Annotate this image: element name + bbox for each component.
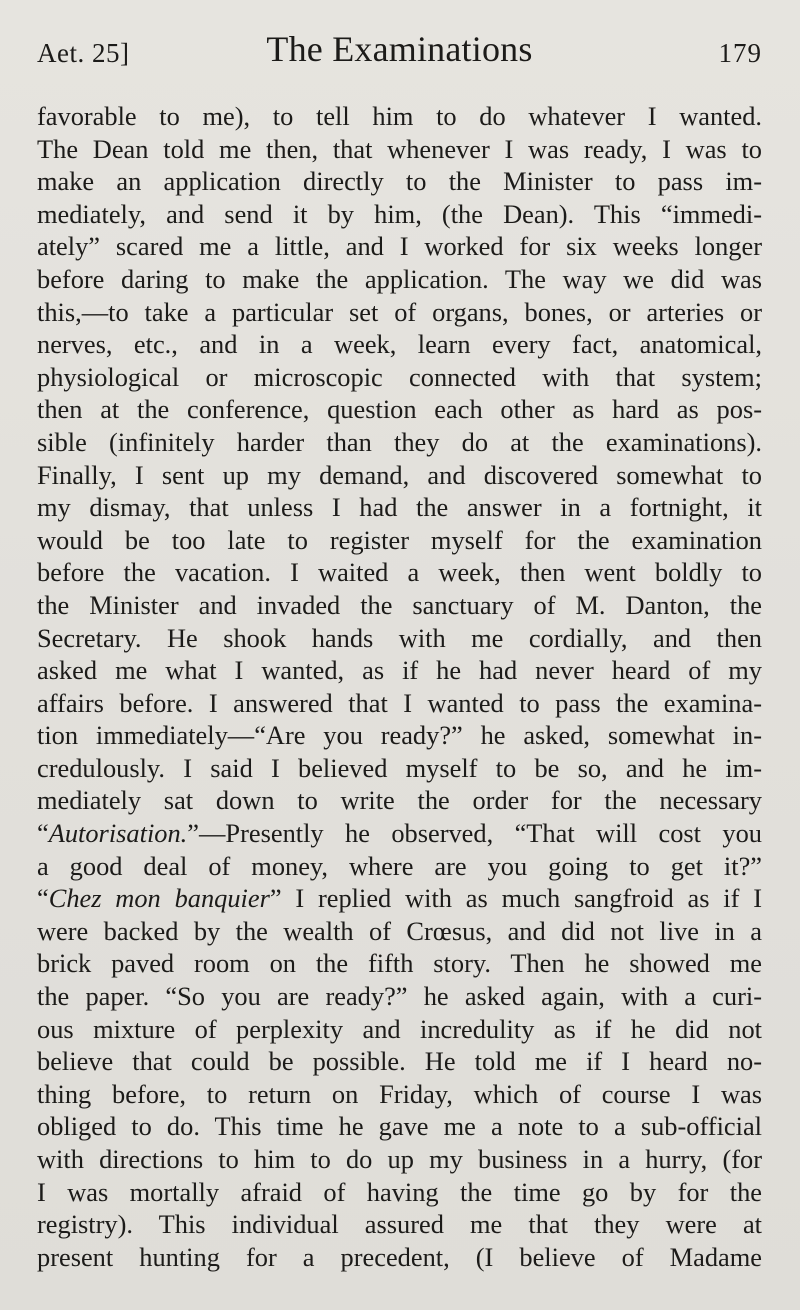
text-line: then at the conference, question each other as hard as pos- — [37, 394, 762, 425]
text-line: my dismay, that unless I had the answer in a fortnight, it — [37, 492, 762, 523]
text-line: registry). This individual assured me that they were at — [37, 1209, 762, 1240]
text-line: the Minister and invaded the sanctuary of M. Danton, the — [37, 589, 762, 620]
text-line: The Dean told me then, that whenever I was ready, I was to — [37, 133, 762, 164]
text-line: would be too late to register myself for the examination — [37, 524, 762, 555]
page-number: 179 — [718, 38, 762, 68]
italic-phrase: Chez mon banquier — [48, 883, 270, 914]
body-text — [37, 100, 762, 1273]
italic-phrase: Autorisation. — [48, 818, 188, 849]
text-line: believe that could be possible. He told me if I heard no- — [37, 1046, 762, 1077]
running-head-left: Aet. 25] — [37, 38, 130, 68]
text-line: ous mixture of perplexity and incredulity as if he did not — [37, 1013, 762, 1044]
text-line: physiological or microscopic connected with that system; — [37, 361, 762, 392]
text-segment: ”—Presently he observed, “That will cost you — [187, 818, 762, 849]
text-line: credulously. I said I believed myself to be so, and he im- — [37, 752, 762, 783]
text-line — [37, 882, 762, 915]
text-line: thing before, to return on Friday, which of course I was — [37, 1078, 762, 1109]
text-line: with directions to him to do up my business in a hurry, (for — [37, 1144, 762, 1174]
text-line: nerves, etc., and in a week, learn every fact, anatomical, — [37, 329, 762, 360]
text-segment: “ — [37, 818, 49, 849]
text-line: ately” scared me a little, and I worked for six weeks longer — [37, 231, 762, 262]
text-line: asked me what I wanted, as if he had never heard of my — [37, 655, 762, 686]
text-line: were backed by the wealth of Crœsus, and did not live in a — [37, 915, 762, 946]
text-line: sible (infinitely harder than they do at the examinations). — [37, 426, 762, 457]
text-line: a good deal of money, where are you going to get it?” — [37, 850, 762, 881]
text-line — [37, 817, 762, 850]
text-line: mediately sat down to write the order for the necessary — [37, 785, 762, 816]
text-line: Finally, I sent up my demand, and discovered somewhat to — [37, 459, 762, 490]
text-line: favorable to me), to tell him to do whatever I wanted. — [37, 101, 762, 131]
text-line: mediately, and send it by him, (the Dean). This “immedi- — [37, 198, 762, 229]
text-line: make an application directly to the Minister to pass im- — [37, 166, 762, 197]
text-line: the paper. “So you are ready?” he asked again, with a curi- — [37, 981, 762, 1012]
text-line: obliged to do. This time he gave me a note to a sub-official — [37, 1111, 762, 1142]
text-line: affairs before. I answered that I wanted to pass the examina- — [37, 687, 762, 718]
text-line: before daring to make the application. The way we did was — [37, 263, 762, 294]
running-head — [37, 0, 762, 100]
text-line: before the vacation. I waited a week, then went boldly to — [37, 557, 762, 588]
running-head-title: The Examinations — [266, 29, 533, 69]
text-line: this,—to take a particular set of organs, bones, or arteries or — [37, 296, 762, 327]
text-line: brick paved room on the fifth story. Then he showed me — [37, 948, 762, 979]
text-line: tion immediately—“Are you ready?” he asked, somewhat in- — [37, 720, 762, 751]
text-line: present hunting for a precedent, (I believe of Madame — [37, 1241, 762, 1272]
text-line: Secretary. He shook hands with me cordially, and then — [37, 622, 762, 653]
text-segment: ” I replied with as much sangfroid as if I — [269, 883, 762, 914]
text-segment: “ — [37, 883, 49, 914]
text-line: I was mortally afraid of having the time go by for the — [37, 1176, 762, 1207]
